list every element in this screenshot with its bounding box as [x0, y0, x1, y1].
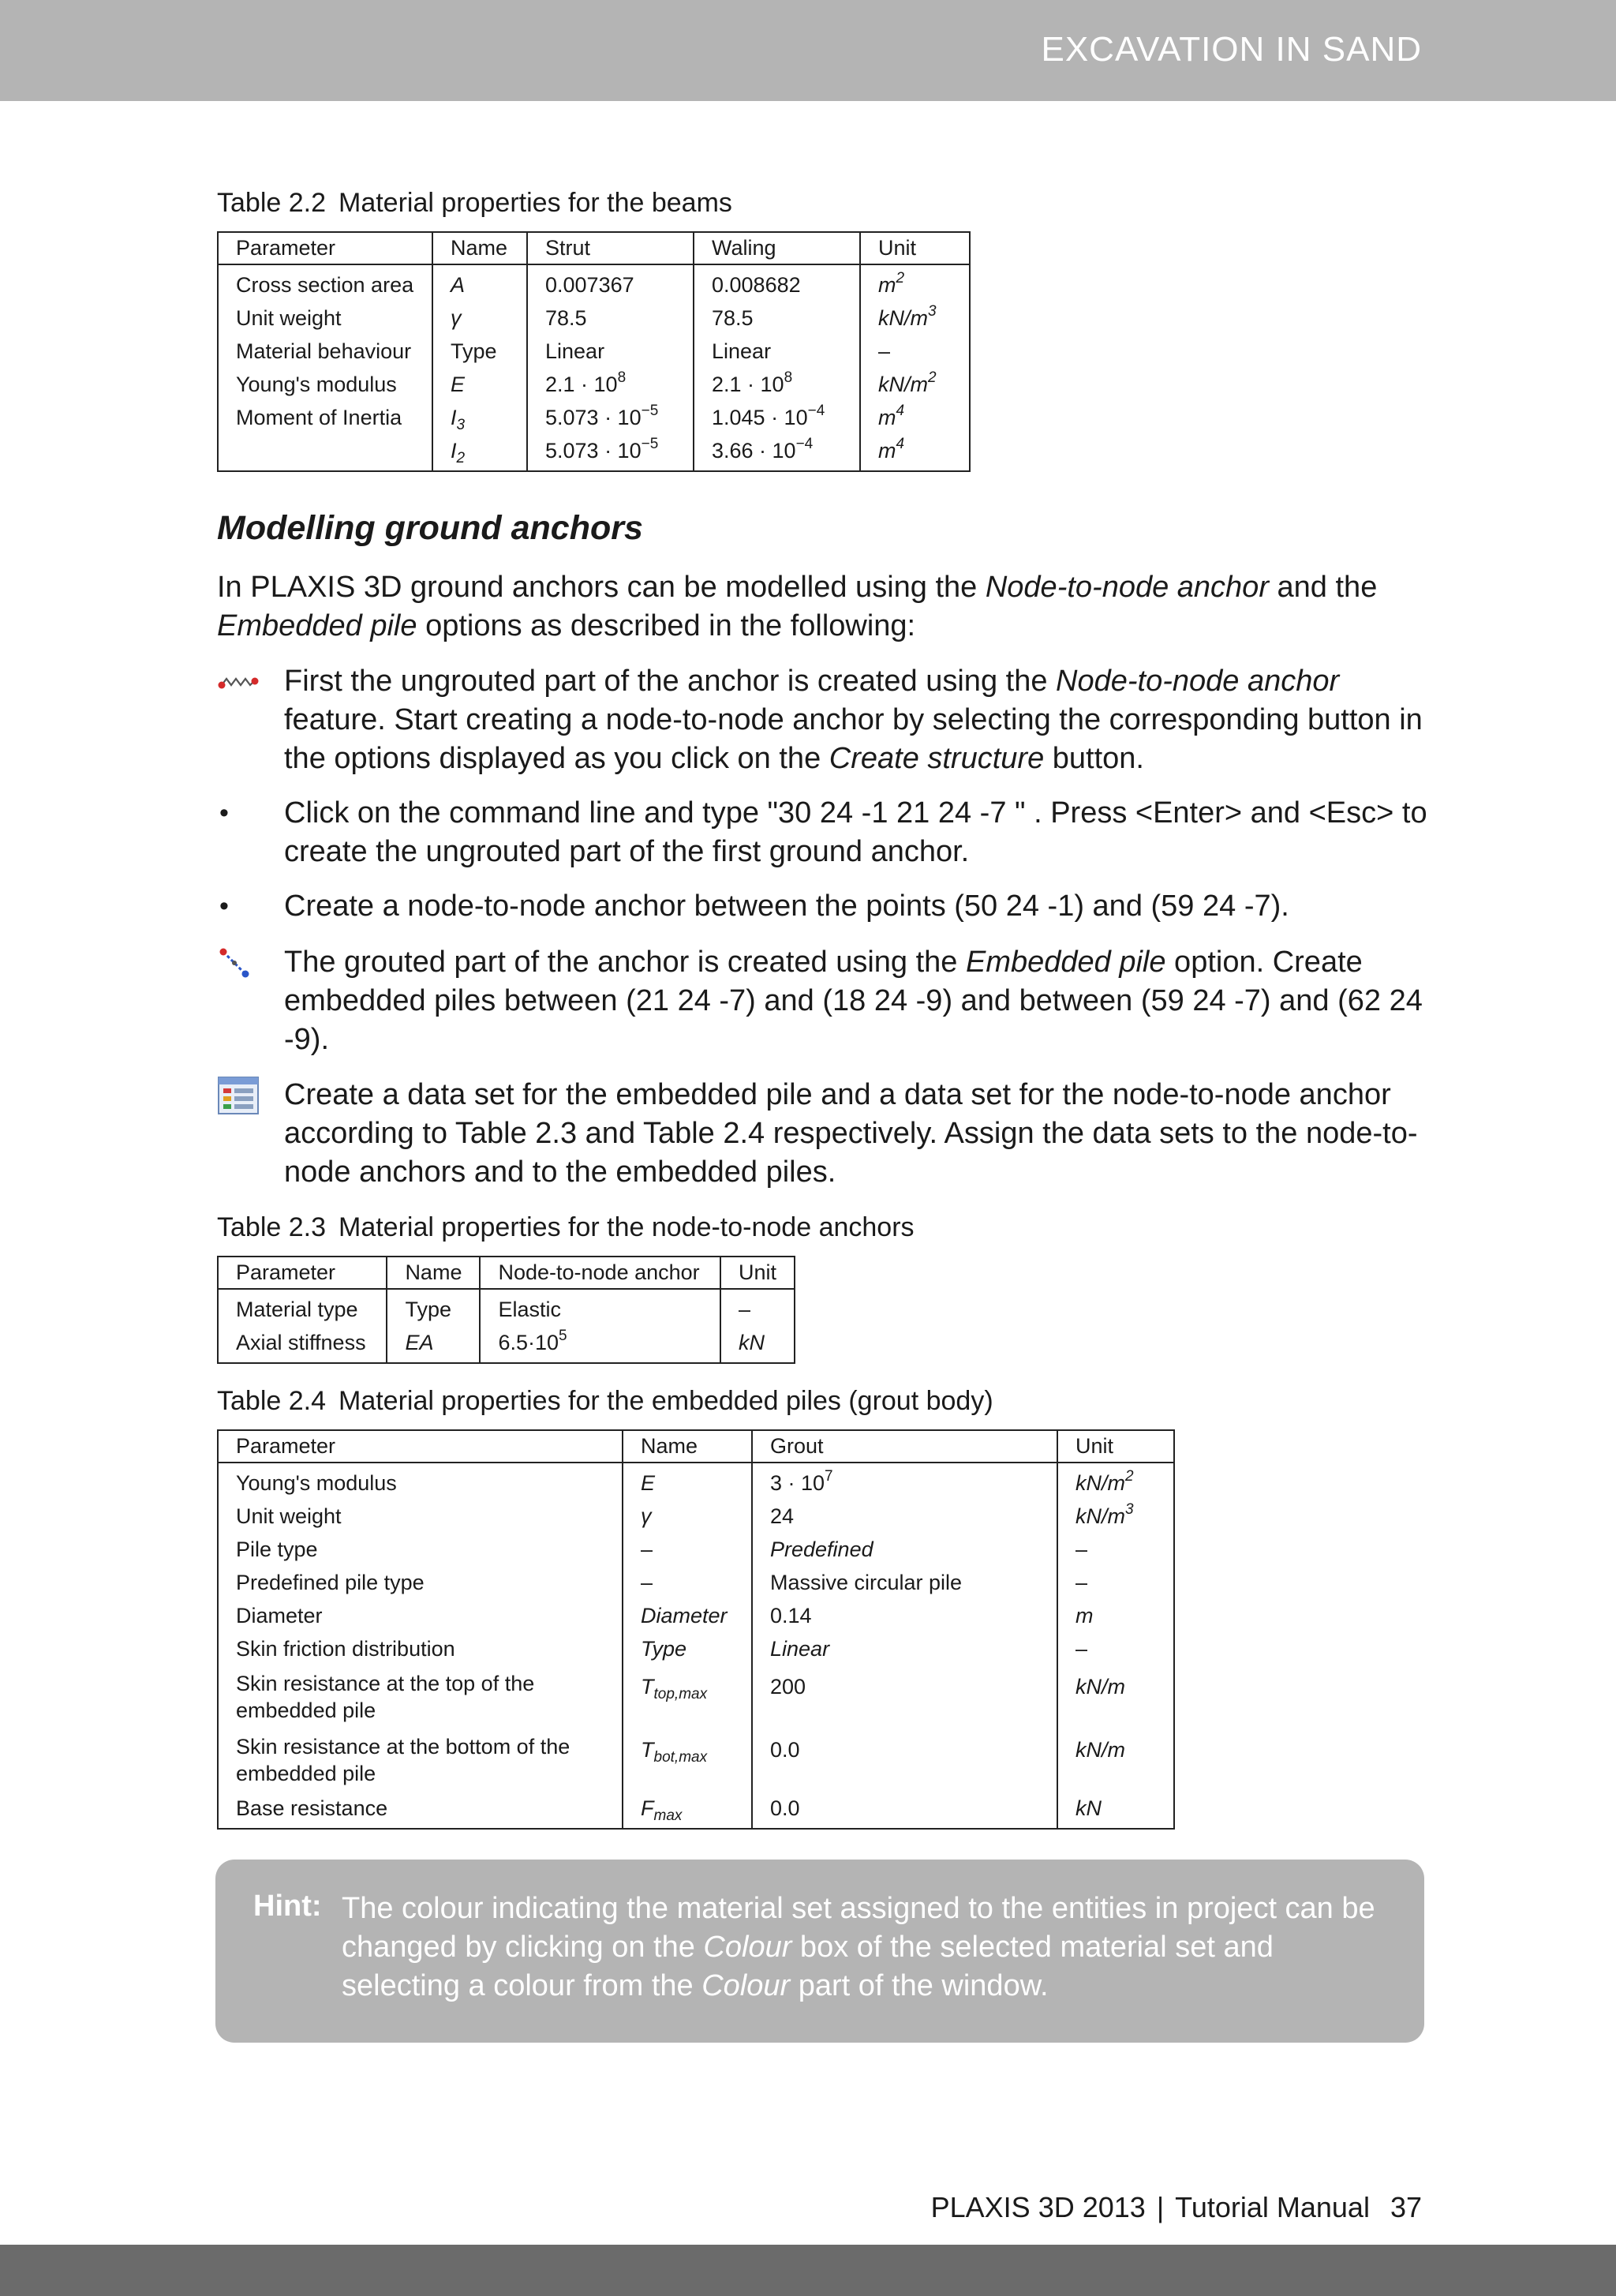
footer-product: PLAXIS 3D 2013: [930, 2191, 1146, 2223]
table-header-row: [218, 1257, 795, 1289]
cell-unit: $kN/m^2$: [1057, 1463, 1174, 1500]
cell-name: Type: [623, 1632, 752, 1665]
cell-unit: kN: [720, 1326, 795, 1363]
cell-parameter: Axial stiffness: [218, 1326, 387, 1363]
cell-name: –: [623, 1533, 752, 1566]
cell-unit: m: [1057, 1599, 1174, 1632]
cell-unit: –: [1057, 1566, 1174, 1599]
cell-strut: 78.5: [527, 302, 694, 335]
table-row: [218, 401, 970, 434]
cell-parameter: Skin resistance at the top of the embedded pile: [218, 1665, 623, 1729]
embedded-pile-icon: [217, 943, 264, 982]
caption-number: Table 2.4: [217, 1386, 326, 1416]
cell-name: γ: [623, 1500, 752, 1533]
cell-name: Type: [387, 1289, 480, 1326]
cell-name: EA: [387, 1326, 480, 1363]
step-text: Click on the command line and type "30 24 -1 21 24 -7 " . Press <Enter> and <Esc> to create the ungrouted part of the first ground anchor.: [284, 796, 1427, 868]
table-row: [218, 1533, 1174, 1566]
table-2-2: [217, 231, 971, 472]
table-header-row: [218, 232, 970, 264]
table-row: [218, 434, 970, 471]
cell-name: $I_2$: [432, 434, 527, 471]
material-sets-icon: [217, 1076, 264, 1114]
cell-unit: –: [1057, 1533, 1174, 1566]
caption-title: Material properties for the embedded piles (grout body): [339, 1386, 993, 1416]
cell-value: $6.5\cdot 10^5$: [480, 1326, 720, 1363]
bullet: •: [219, 798, 229, 828]
table-row: [218, 1599, 1174, 1632]
cell-parameter: Young's modulus: [218, 368, 432, 401]
cell-value: $3 \cdot 10^7$: [752, 1463, 1057, 1500]
cell-name: Type: [432, 335, 527, 368]
caption-number: Table 2.2: [217, 188, 326, 218]
cell-parameter: Skin friction distribution: [218, 1632, 623, 1665]
cell-strut: $2.1 \cdot 10^8$: [527, 368, 694, 401]
cell-unit: $kN/m^3$: [1057, 1500, 1174, 1533]
cell-parameter: [218, 434, 432, 471]
cell-name: E: [432, 368, 527, 401]
cell-value: 0.0: [752, 1729, 1057, 1792]
cell-value: 0.0: [752, 1792, 1057, 1829]
table-row: [218, 1289, 795, 1326]
column-header: Grout: [752, 1430, 1057, 1463]
cell-parameter: Predefined pile type: [218, 1566, 623, 1599]
cell-name: $F_{max}$: [623, 1792, 752, 1829]
cell-name: $T_{top,max}$: [623, 1665, 752, 1729]
table-2-4: [217, 1429, 1175, 1830]
hint-text: The colour indicating the material set assigned to the entities in project can be changed by clicking on the Colour box of the selected material set and selecting a colour from the Colour part of the window.: [342, 1892, 1375, 2002]
cell-strut: $5.073 \cdot 10^{-5}$: [527, 434, 694, 471]
column-header: Unit: [860, 232, 970, 264]
column-header: Name: [432, 232, 527, 264]
cell-strut: Linear: [527, 335, 694, 368]
column-header: Unit: [720, 1257, 795, 1289]
column-header: Waling: [694, 232, 860, 264]
column-header: Parameter: [218, 1257, 387, 1289]
cell-name: A: [432, 264, 527, 302]
hint-box: [215, 1860, 1424, 2043]
caption-title: Material properties for the beams: [339, 188, 732, 218]
cell-unit: –: [860, 335, 970, 368]
cell-value: 200: [752, 1665, 1057, 1729]
footer-band: [0, 2245, 1616, 2296]
table-row: [218, 1632, 1174, 1665]
node-to-node-anchor-icon: [217, 662, 264, 701]
table-row: [218, 1729, 1174, 1792]
cell-waling: $3.66 \cdot 10^{-4}$: [694, 434, 860, 471]
page-number: 37: [1390, 2191, 1422, 2223]
cell-value: Massive circular pile: [752, 1566, 1057, 1599]
cell-parameter: Base resistance: [218, 1792, 623, 1829]
cell-name: γ: [432, 302, 527, 335]
cell-parameter: Unit weight: [218, 302, 432, 335]
cell-waling: $1.045 \cdot 10^{-4}$: [694, 401, 860, 434]
cell-unit: –: [720, 1289, 795, 1326]
cell-name: E: [623, 1463, 752, 1500]
cell-parameter: Material type: [218, 1289, 387, 1326]
table-header-row: [218, 1430, 1174, 1463]
cell-waling: Linear: [694, 335, 860, 368]
table-row: [218, 1665, 1174, 1729]
intro-paragraph: In PLAXIS 3D ground anchors can be modelled using the Node-to-node anchor and the Embedded pile options as described in the following:: [217, 571, 1378, 642]
running-head: EXCAVATION IN SAND: [1041, 30, 1422, 69]
step-text: First the ungrouted part of the anchor is created using the Node-to-node anchor feature. Start creating a node-to-node anchor by selecting the corresponding button in the options displayed as you click on the Create structure button.: [284, 665, 1423, 775]
table-row: [218, 1326, 795, 1363]
table-row: [218, 1500, 1174, 1533]
column-header: Unit: [1057, 1430, 1174, 1463]
cell-unit: $kN/m^2$: [860, 368, 970, 401]
footer-manual: Tutorial Manual: [1175, 2191, 1370, 2223]
table-row: [218, 368, 970, 401]
column-header: Strut: [527, 232, 694, 264]
caption-number: Table 2.3: [217, 1212, 326, 1242]
table-row: [218, 1792, 1174, 1829]
cell-value: Linear: [752, 1632, 1057, 1665]
cell-parameter: Skin resistance at the bottom of the embedded pile: [218, 1729, 623, 1792]
cell-unit: –: [1057, 1632, 1174, 1665]
cell-waling: $2.1 \cdot 10^8$: [694, 368, 860, 401]
cell-value: 0.14: [752, 1599, 1057, 1632]
cell-unit: kN/m: [1057, 1729, 1174, 1792]
cell-parameter: Diameter: [218, 1599, 623, 1632]
step-text: Create a data set for the embedded pile and a data set for the node-to-node anchor according to Table 2.3 and Table 2.4 respectively. Assign the data sets to the node-to-node anchors and to the embedded piles.: [284, 1078, 1418, 1189]
cell-unit: $m^4$: [860, 434, 970, 471]
cell-strut: $5.073 \cdot 10^{-5}$: [527, 401, 694, 434]
section-heading: Modelling ground anchors: [217, 509, 643, 547]
column-header: Parameter: [218, 1430, 623, 1463]
column-header: Node-to-node anchor: [480, 1257, 720, 1289]
caption-title: Material properties for the node-to-node anchors: [339, 1212, 915, 1242]
cell-waling: 0.008682: [694, 264, 860, 302]
cell-unit: $m^4$: [860, 401, 970, 434]
cell-parameter: Cross section area: [218, 264, 432, 302]
cell-parameter: Moment of Inertia: [218, 401, 432, 434]
table-row: [218, 335, 970, 368]
table-2-4-caption: [217, 1386, 993, 1417]
cell-parameter: Unit weight: [218, 1500, 623, 1533]
cell-name: $I_3$: [432, 401, 527, 434]
cell-strut: 0.007367: [527, 264, 694, 302]
cell-unit: kN: [1057, 1792, 1174, 1829]
step-text: Create a node-to-node anchor between the points (50 24 -1) and (59 24 -7).: [284, 890, 1289, 923]
cell-name: –: [623, 1566, 752, 1599]
hint-label: Hint:: [253, 1890, 322, 1923]
table-row: [218, 1566, 1174, 1599]
cell-parameter: Young's modulus: [218, 1463, 623, 1500]
page-footer: [931, 2191, 1422, 2224]
table-2-3: [217, 1256, 795, 1364]
bullet: •: [219, 891, 229, 921]
cell-unit: $m^2$: [860, 264, 970, 302]
table-2-3-caption: [217, 1212, 915, 1243]
cell-value: 24: [752, 1500, 1057, 1533]
cell-name: $T_{bot,max}$: [623, 1729, 752, 1792]
footer-separator: |: [1156, 2191, 1165, 2223]
column-header: Name: [623, 1430, 752, 1463]
cell-unit: kN/m: [1057, 1665, 1174, 1729]
cell-unit: $kN/m^3$: [860, 302, 970, 335]
cell-value: Predefined: [752, 1533, 1057, 1566]
column-header: Name: [387, 1257, 480, 1289]
table-row: [218, 264, 970, 302]
header-band: [0, 0, 1616, 101]
table-row: [218, 302, 970, 335]
cell-parameter: Pile type: [218, 1533, 623, 1566]
table-row: [218, 1463, 1174, 1500]
step-text: The grouted part of the anchor is created using the Embedded pile option. Create embedded piles between (21 24 -7) and (18 24 -9) and between (59 24 -7) and (62 24 -9).: [284, 946, 1423, 1056]
cell-value: Elastic: [480, 1289, 720, 1326]
column-header: Parameter: [218, 232, 432, 264]
cell-parameter: Material behaviour: [218, 335, 432, 368]
cell-name: Diameter: [623, 1599, 752, 1632]
table-2-2-caption: [217, 188, 732, 219]
cell-waling: 78.5: [694, 302, 860, 335]
